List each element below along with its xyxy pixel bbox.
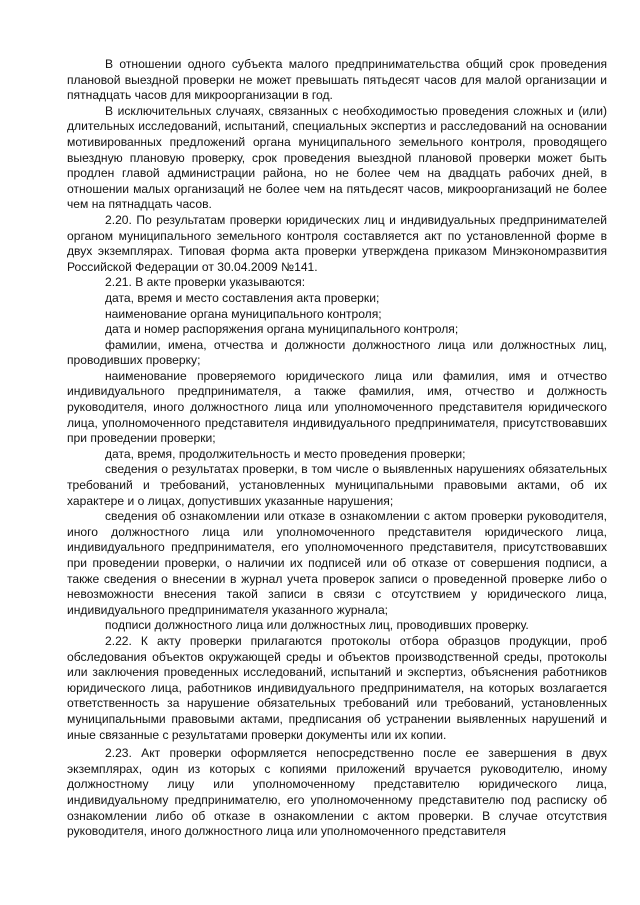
paragraph-exceptional-cases: В исключительных случаях, связанных с необходимостью проведения сложных и (или) длительных исследований, испытаний, специальных экспертиз и расследований на основании мотивированных предложений органа муниципального земельного контроля, проводящего выездную плановую проверку, срок проведения выездной плановой проверки может быть продлен главой администрации района, но не более чем на двадцать рабочих дней, в отношении малых организаций не более чем на пятьдесят часов, микроорганизаций не более чем на пятнадцать часов. [67, 103, 607, 212]
paragraph-2-21: 2.21. В акте проверки указываются: [105, 275, 306, 290]
list-item: подписи должностного лица или должностных лиц, проводивших проверку. [105, 618, 529, 633]
list-item: сведения об ознакомлении или отказе в ознакомлении с актом проверки руководителя, иного должностного лица или уполномоченного представителя юридического лица, индивидуального предпринимателя, его уполномоченного представителя, присутствовавших при проведении проверки, о наличии их подписей или об отказе от совершения подписи, а также сведения о внесении в журнал учета проверок записи о проведенной проверке либо о невозможности внесения такой записи в связи с отсутствием у юридического лица, индивидуального предпринимателя указанного журнала; [67, 509, 607, 617]
paragraph-2-23: 2.23. Акт проверки оформляется непосредственно после ее завершения в двух экземплярах, один из которых с копиями приложений вручается руководителю, иному должностному лицу или уполномоченному представителю юридического лица, индивидуальному предпринимателю, его уполномоченному представителю под расписку об ознакомлении либо об отказе в ознакомлении с актом проверки. В случае отсутствия руководителя, иного должностного лица или уполномоченного представителя [67, 746, 607, 839]
list-item: наименование органа муниципального контроля; [105, 306, 382, 321]
document-page [67, 57, 607, 840]
list-item: наименование проверяемого юридического лица или фамилия, имя и отчество индивидуального предпринимателя, а также фамилия, имя, отчество и должность руководителя, иного должностного лица или уполномоченного представителя юридического лица, уполномоченного представителя индивидуального предпринимателя, присутствовавших при проведении проверки; [67, 368, 607, 446]
list-item: фамилии, имена, отчества и должности должностного лица или должностных лиц, проводивших проверку; [67, 337, 607, 368]
paragraph-2-20: 2.20. По результатам проверки юридических лиц и индивидуальных предпринимателей органом муниципального земельного контроля составляется акт по установленной форме в двух экземплярах. Типовая форма акта проверки утверждена приказом Минэкономразвития Российской Федерации от 30.04.2009 №141. [67, 212, 607, 274]
paragraph-2-22: 2.22. К акту проверки прилагаются протоколы отбора образцов продукции, проб обследования объектов окружающей среды и объектов производственной среды, протоколы или заключения проведенных исследований, испытаний и экспертиз, объяснения работников юридического лица, работников индивидуального предпринимателя, на которых возлагается ответственность за нарушение обязательных требований или требований, установленных муниципальными правовыми актами, предписания об устранении выявленных нарушений и иные связанные с результатами проверки документы или их копии. [67, 633, 607, 742]
paragraph-small-business-limit: В отношении одного субъекта малого предпринимательства общий срок проведения плановой выездной проверки не может превышать пятьдесят часов для малой организации и пятнадцать часов для микроорганизации в год. [67, 57, 607, 103]
list-item: сведения о результатах проверки, в том числе о выявленных нарушениях обязательных требований и требований, установленных муниципальными правовыми актами, об их характере и о лицах, допустивших указанные нарушения; [67, 462, 607, 508]
list-item: дата, время, продолжительность и место проведения проверки; [105, 446, 466, 461]
list-item: дата и номер распоряжения органа муниципального контроля; [105, 322, 459, 337]
list-item: дата, время и место составления акта проверки; [105, 290, 380, 305]
